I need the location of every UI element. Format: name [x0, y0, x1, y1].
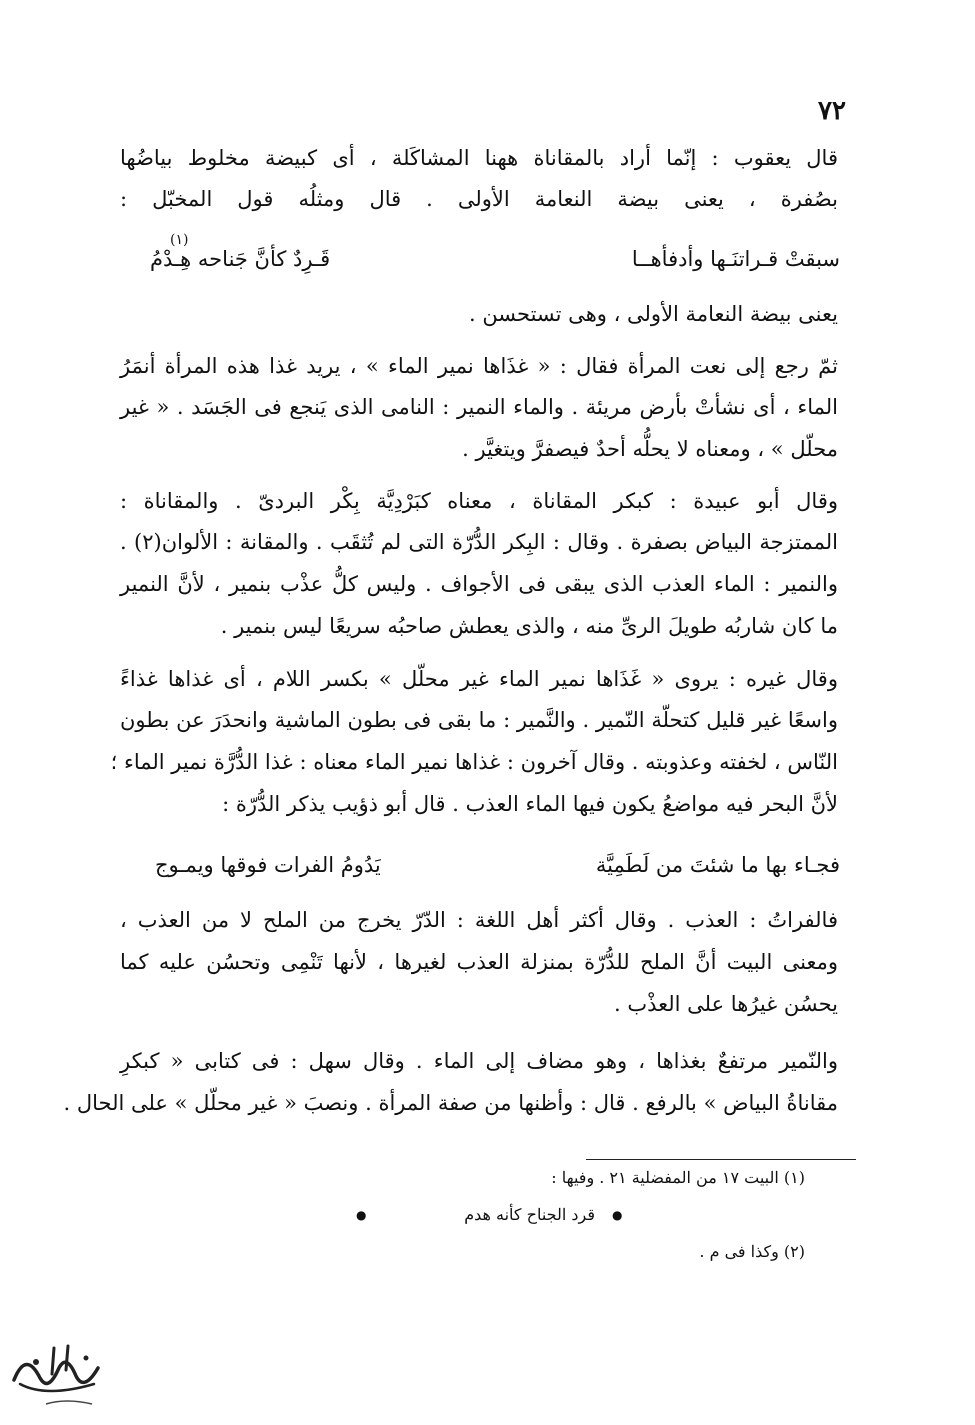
text-line: والنمير : الماء العذب الذى يبقى فى الأجواف . وليس كلُّ عذْب بنمير ، لأنَّ النمير — [120, 572, 838, 596]
footnote-1-verse: قرد الجناح كأنه هدم — [464, 1205, 595, 1224]
text-line: واسعًا غير قليل كتحلّة النّمير . والنَّمير : ما بقى فى بطون الماشية وانحدَرَ عن بطون — [120, 708, 838, 732]
text-line: النّاس ، لخفته وعذوبته . وقال آخرون : غذاها نمير الماء معناه : غذا الدُّرَّة نمير الماء ؛ — [110, 750, 838, 774]
text-line: يعنى بيضة النعامة الأولى ، وهى تستحسن . — [468, 302, 838, 326]
verse-hemistich-second: قَـرِدٌ كأنَّ جَناحه هِـدْمُ — [150, 247, 331, 271]
stamp-calligraphy-icon — [6, 1340, 106, 1416]
library-stamp-logo — [6, 1340, 106, 1416]
text-line: والنّمير مرتفعٌ بغذاها ، وهو مضاف إلى الماء . وقال سهل : فى كتابى « كبكرِ — [120, 1049, 838, 1073]
text-line: الماء ، أى نشأتْ بأرض مريئة . والماء النمير : النامى الذى يَنجع فى الجَسَد . « غير — [120, 395, 838, 419]
text-line: بصُفرة ، يعنى بيضة النعامة الأولى . قال ومثلُه قول المخبّل : — [120, 187, 838, 211]
poem-verse — [120, 847, 840, 883]
text-line: فالفراتُ : العذب . وقال أكثر أهل اللغة : الدّرّ يخرج من الملح لا من العذب ، — [120, 908, 838, 932]
text-line: محلّل » ، ومعناه لا يحلُّه أحدٌ فيصفرَّ ويتغيَّر . — [462, 437, 838, 461]
poem-verse — [120, 241, 840, 277]
text-line: وقال أبو عبيدة : كبكر المقاناة ، معناه كبَرْدِيَّة بِكْر البردىّ . والمقاناة : — [120, 489, 838, 513]
text-line: مقاناةُ البياض » بالرفع . قال : وأظنها من صفة المرأة . ونصبَ « غير محلّل » على الحال . — [63, 1091, 838, 1115]
footnote-separator — [586, 1159, 856, 1160]
footnote-2: (٢) وكذا فى م . — [699, 1242, 805, 1261]
text-line: الممتزجة البياض بصفرة . وقال : البِكر الدُّرّة التى لم تُثقَب . والمقانة : الألوان(٢) . — [120, 530, 838, 554]
text-line: ثمّ رجع إلى نعت المرأة فقال : « غذَاها نمير الماء » ، يريد غذا هذه المرأة أنمَرُ — [120, 354, 838, 378]
bullet-dot-icon: ● — [356, 1208, 367, 1222]
footnote-marker: (١) — [170, 232, 189, 248]
text-line: قال يعقوب : إنّما أراد بالمقاناة ههنا المشاكَلة ، أى كبيضة مخلوط بياضُها — [120, 146, 838, 170]
text-line: ومعنى البيت أنَّ الملح للدُّرّة بمنزلة العذب لغيرها ، لأنها تَنْمِى وتحسُن عليه كما — [120, 950, 838, 974]
bullet-dot-icon: ● — [612, 1208, 623, 1222]
text-line: يحسُن غيرُها على العذْب . — [613, 992, 838, 1016]
text-line: لأنَّ البحر فيه مواضعُ يكون فيها الماء العذب . قال أبو ذؤيب يذكر الدُّرّة : — [222, 792, 838, 816]
text-line: ما كان شاربُه طويلَ الرىِّ منه ، والذى يعطش صاحبُه سريعًا ليس بنمير . — [220, 614, 838, 638]
page-number: ٧٢ — [818, 96, 846, 126]
text-line: وقال غيره : يروى « غَذَاها نمير الماء غير محلّل » بكسر اللام ، أى غذاها غذاءً — [120, 667, 838, 691]
verse-hemistich-first: سبقتْ قـراتنَـها وأدفأهــا — [631, 247, 840, 271]
verse-hemistich-first: فجـاء بها ما شئتَ من لَطَمِيَّة — [595, 853, 840, 877]
verse-hemistich-second: يَدُومُ الفرات فوقها ويمـوج — [155, 853, 381, 877]
footnote-1: (١) البيت ١٧ من المفضلية ٢١ . وفيها : — [551, 1168, 805, 1187]
